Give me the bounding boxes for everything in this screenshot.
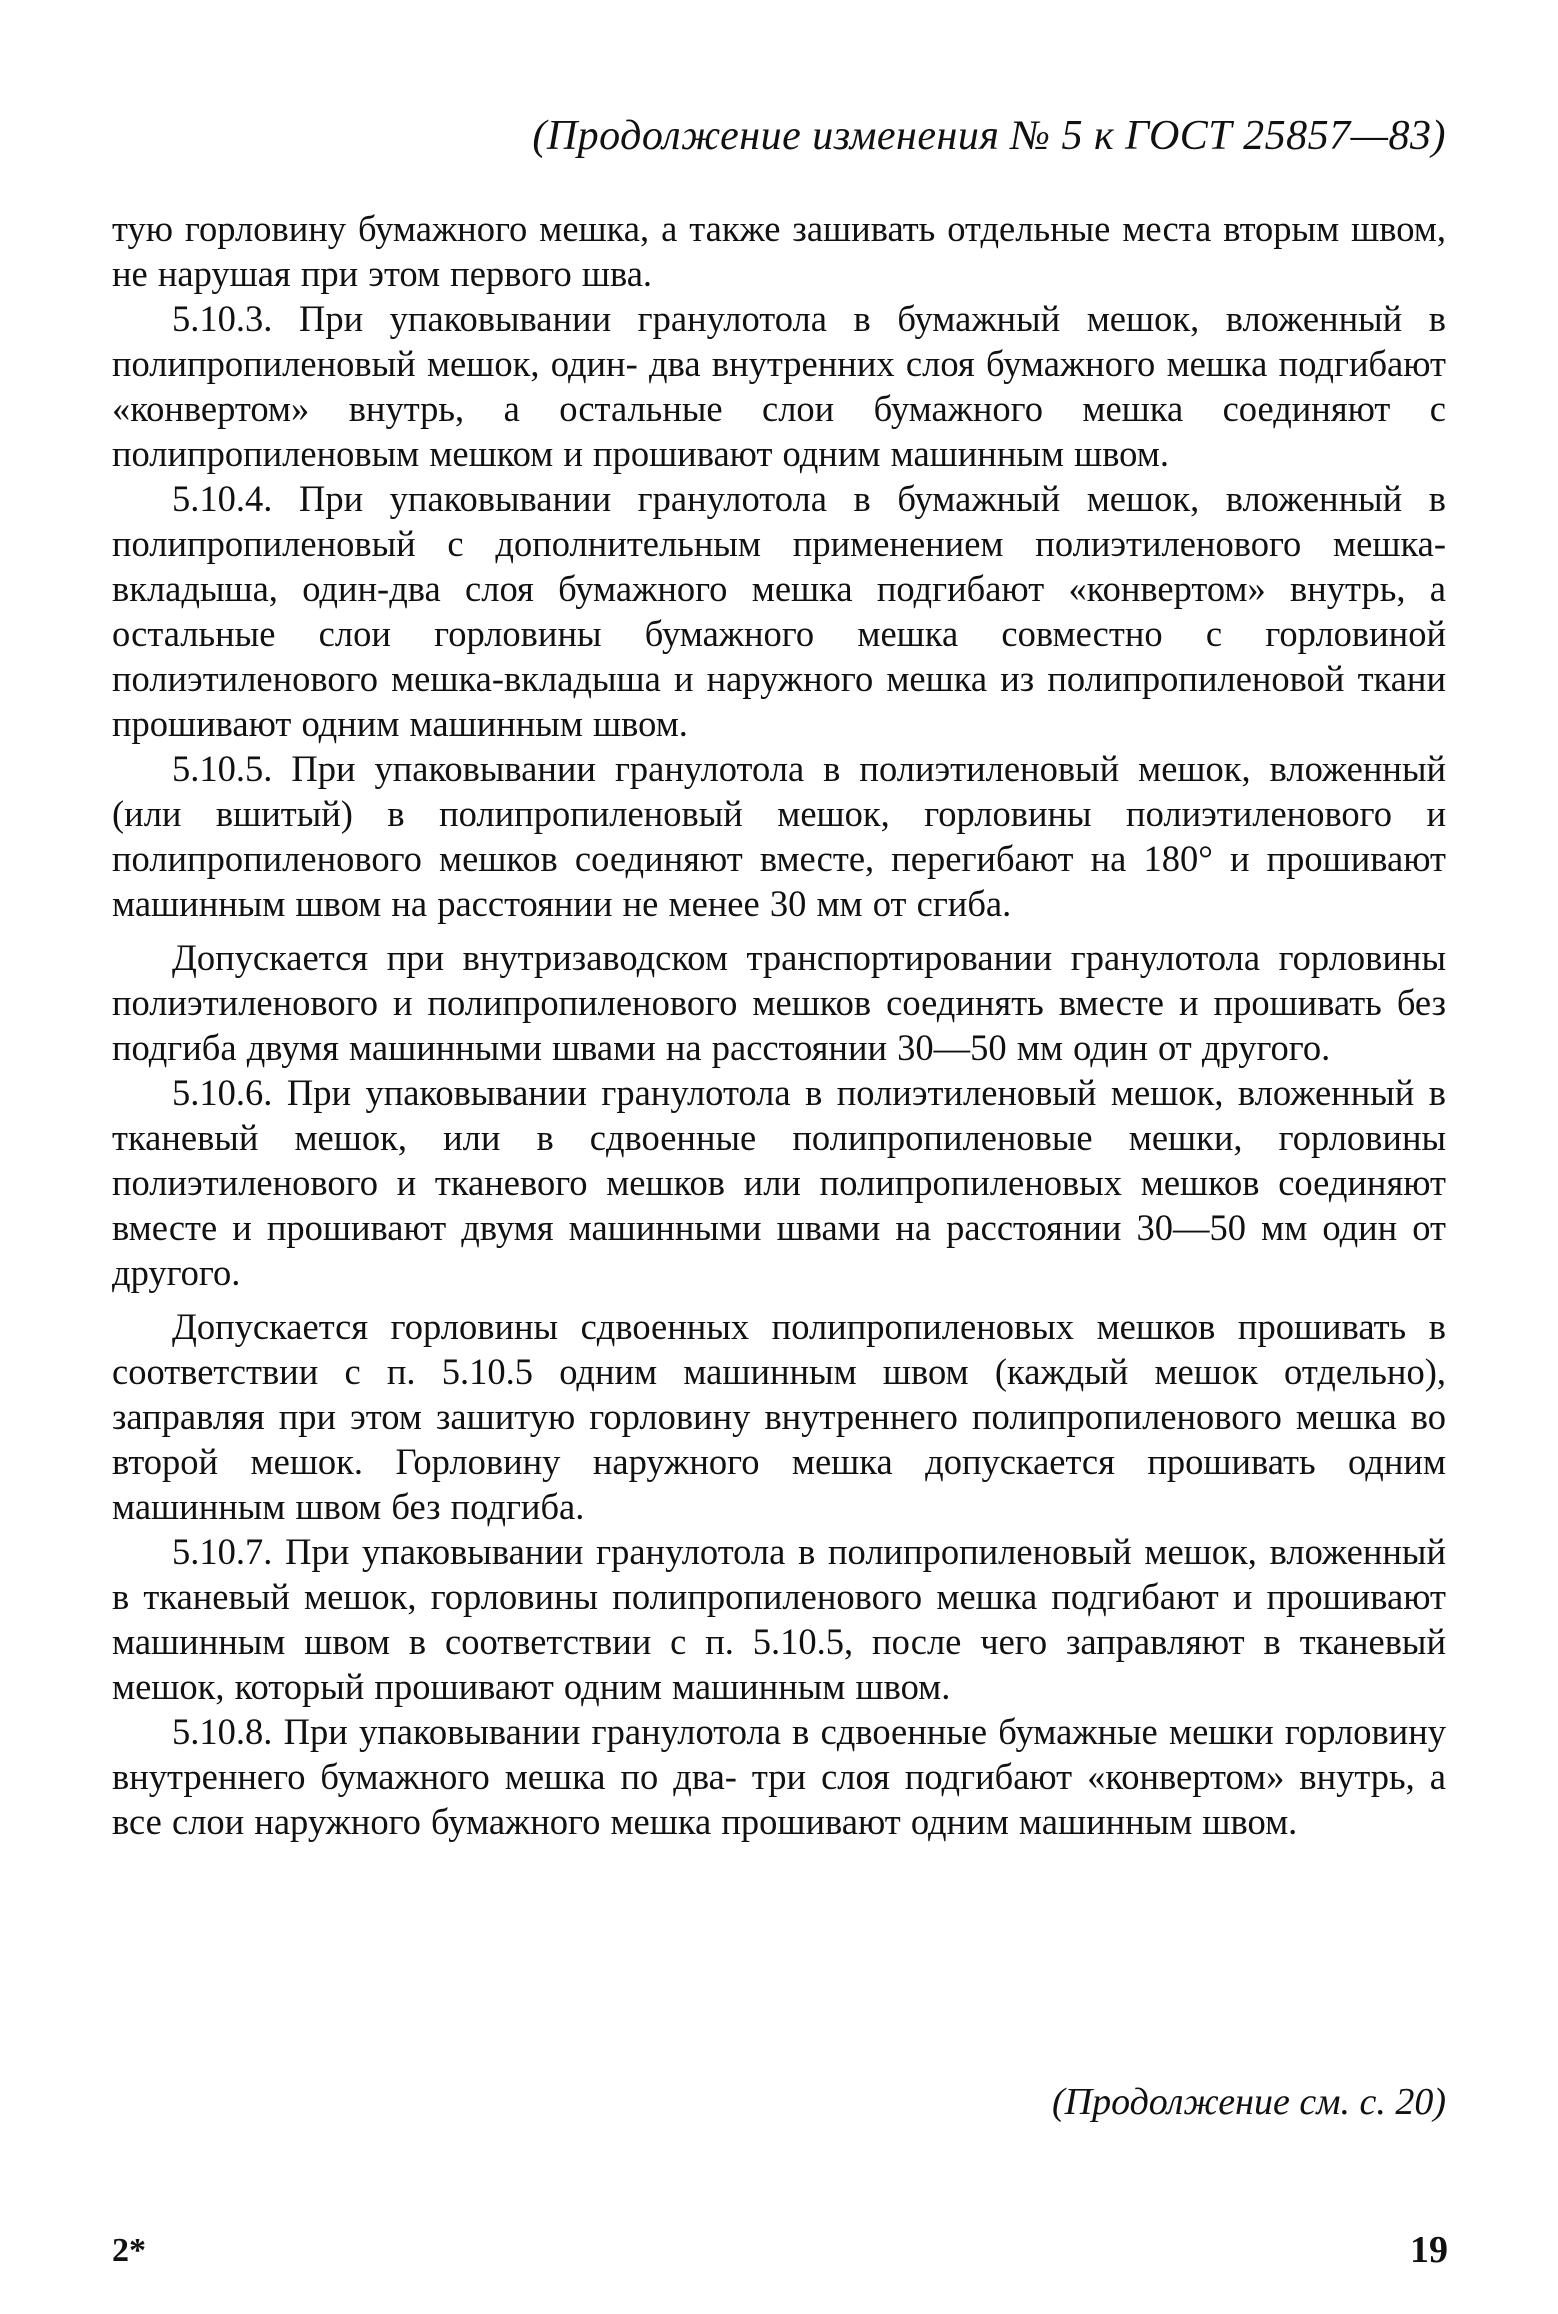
paragraph-5-10-7: 5.10.7. При упаковывании гранулотола в полипропиленовый мешок, вложенный в тканевый мешок, горловины полипропиленового мешка подгибают и прошивают машинным швом в соответствии с п. 5.10.5, после чего заправляют в тканевый мешок, который прошивают одним машинным швом. xyxy=(112,1531,1446,1707)
page-number: 19 xyxy=(1410,2229,1448,2271)
paragraph-5-10-5-allowance: Допускается при внутризаводском транспортировании гранулотола горловины полиэтиленового и полипропиленового мешков соединять вместе и прошивать без подгиба двумя машинными швами на расстоянии 30—50 мм один от другого. xyxy=(112,937,1446,1068)
paragraph-5-10-6-allowance: Допускается горловины сдвоенных полипропиленовых мешков прошивать в соответствии с п. 5.10.5 одним машинным швом (каждый мешок отдельно), заправляя при этом зашитую горловину внутреннего полипропиленового мешка во второй мешок. Горловину наружного мешка допускается прошивать одним машинным швом без подгиба. xyxy=(112,1306,1446,1527)
paragraph-5-10-5: 5.10.5. При упаковывании гранулотола в полиэтиленовый мешок, вложенный (или вшитый) в полипропиленовый мешок, горловины полиэтиленового и полипропиленового мешков соединяют вместе, перегибают на 180° и прошивают машинным швом на расстоянии не менее 30 мм от сгиба. xyxy=(112,748,1446,924)
paragraph-5-10-4: 5.10.4. При упаковывании гранулотола в бумажный мешок, вложенный в полипропиленовый с дополнительным применением полиэтиленового мешка-вкладыша, один-два слоя бумажного мешка подгибают «конвертом» внутрь, а остальные слои горловины бумажного мешка совместно с горловиной полиэтиленового мешка-вкладыша и наружного мешка из полипропиленовой ткани прошивают одним машинным швом. xyxy=(112,478,1446,744)
document-body xyxy=(112,206,1446,1844)
page-header: (Продолжение изменения № 5 к ГОСТ 25857—83) xyxy=(532,113,1446,159)
continuation-note: (Продолжение см. с. 20) xyxy=(1051,2081,1446,2123)
paragraph-5-10-6: 5.10.6. При упаковывании гранулотола в полиэтиленовый мешок, вложенный в тканевый мешок, или в сдвоенные полипропиленовые мешки, горловины полиэтиленового и тканевого мешков или полипропиленовых мешков соединяют вместе и прошивают двумя машинными швами на расстоянии 30—50 мм один от другого. xyxy=(112,1072,1446,1293)
paragraph-continued: тую горловину бумажного мешка, а также зашивать отдельные места вторым швом, не нарушая при этом первого шва. xyxy=(112,208,1446,294)
paragraph-5-10-3: 5.10.3. При упаковывании гранулотола в бумажный мешок, вложенный в полипропиленовый мешок, один- два внутренних слоя бумажного мешка подгибают «конвертом» внутрь, а остальные слои бумажного мешка соединяют с полипропиленовым мешком и прошивают одним машинным швом. xyxy=(112,298,1446,474)
paragraph-5-10-8: 5.10.8. При упаковывании гранулотола в сдвоенные бумажные мешки горловину внутреннего бумажного мешка по два- три слоя подгибают «конвертом» внутрь, а все слои наружного бумажного мешка прошивают одним машинным швом. xyxy=(112,1711,1446,1842)
signature-mark: 2* xyxy=(112,2232,146,2269)
